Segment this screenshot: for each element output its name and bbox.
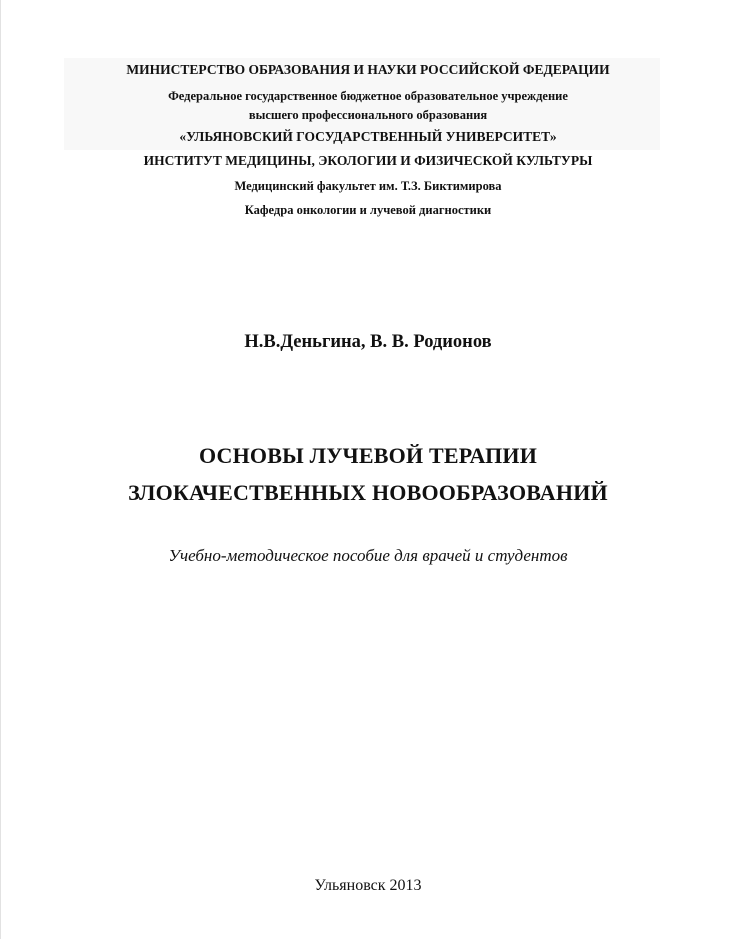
institute-line: ИНСТИТУТ МЕДИЦИНЫ, ЭКОЛОГИИ И ФИЗИЧЕСКОЙ КУЛЬТУРЫ: [143, 153, 593, 168]
faculty-line: Медицинский факультет им. Т.З. Биктимирова: [234, 179, 502, 193]
title-line-2: ЗЛОКАЧЕСТВЕННЫХ НОВООБРАЗОВАНИЙ: [128, 480, 608, 505]
institution-line-1: Федеральное государственное бюджетное образовательное учреждение: [168, 89, 568, 103]
authors: Н.В.Деньгина, В. В. Родионов: [244, 332, 492, 352]
city-year: Ульяновск 2013: [314, 877, 422, 894]
ministry-line: МИНИСТЕРСТВО ОБРАЗОВАНИЯ И НАУКИ РОССИЙСКОЙ ФЕДЕРАЦИИ: [126, 62, 610, 77]
subtitle: Учебно-методическое пособие для врачей и студентов: [168, 546, 568, 565]
department-line: Кафедра онкологии и лучевой диагностики: [244, 203, 492, 217]
title-line-1: ОСНОВЫ ЛУЧЕВОЙ ТЕРАПИИ: [198, 443, 538, 468]
institution-line-2: высшего профессионального образования: [248, 108, 488, 122]
university-line: «УЛЬЯНОВСКИЙ ГОСУДАРСТВЕННЫЙ УНИВЕРСИТЕТ»: [179, 129, 557, 144]
